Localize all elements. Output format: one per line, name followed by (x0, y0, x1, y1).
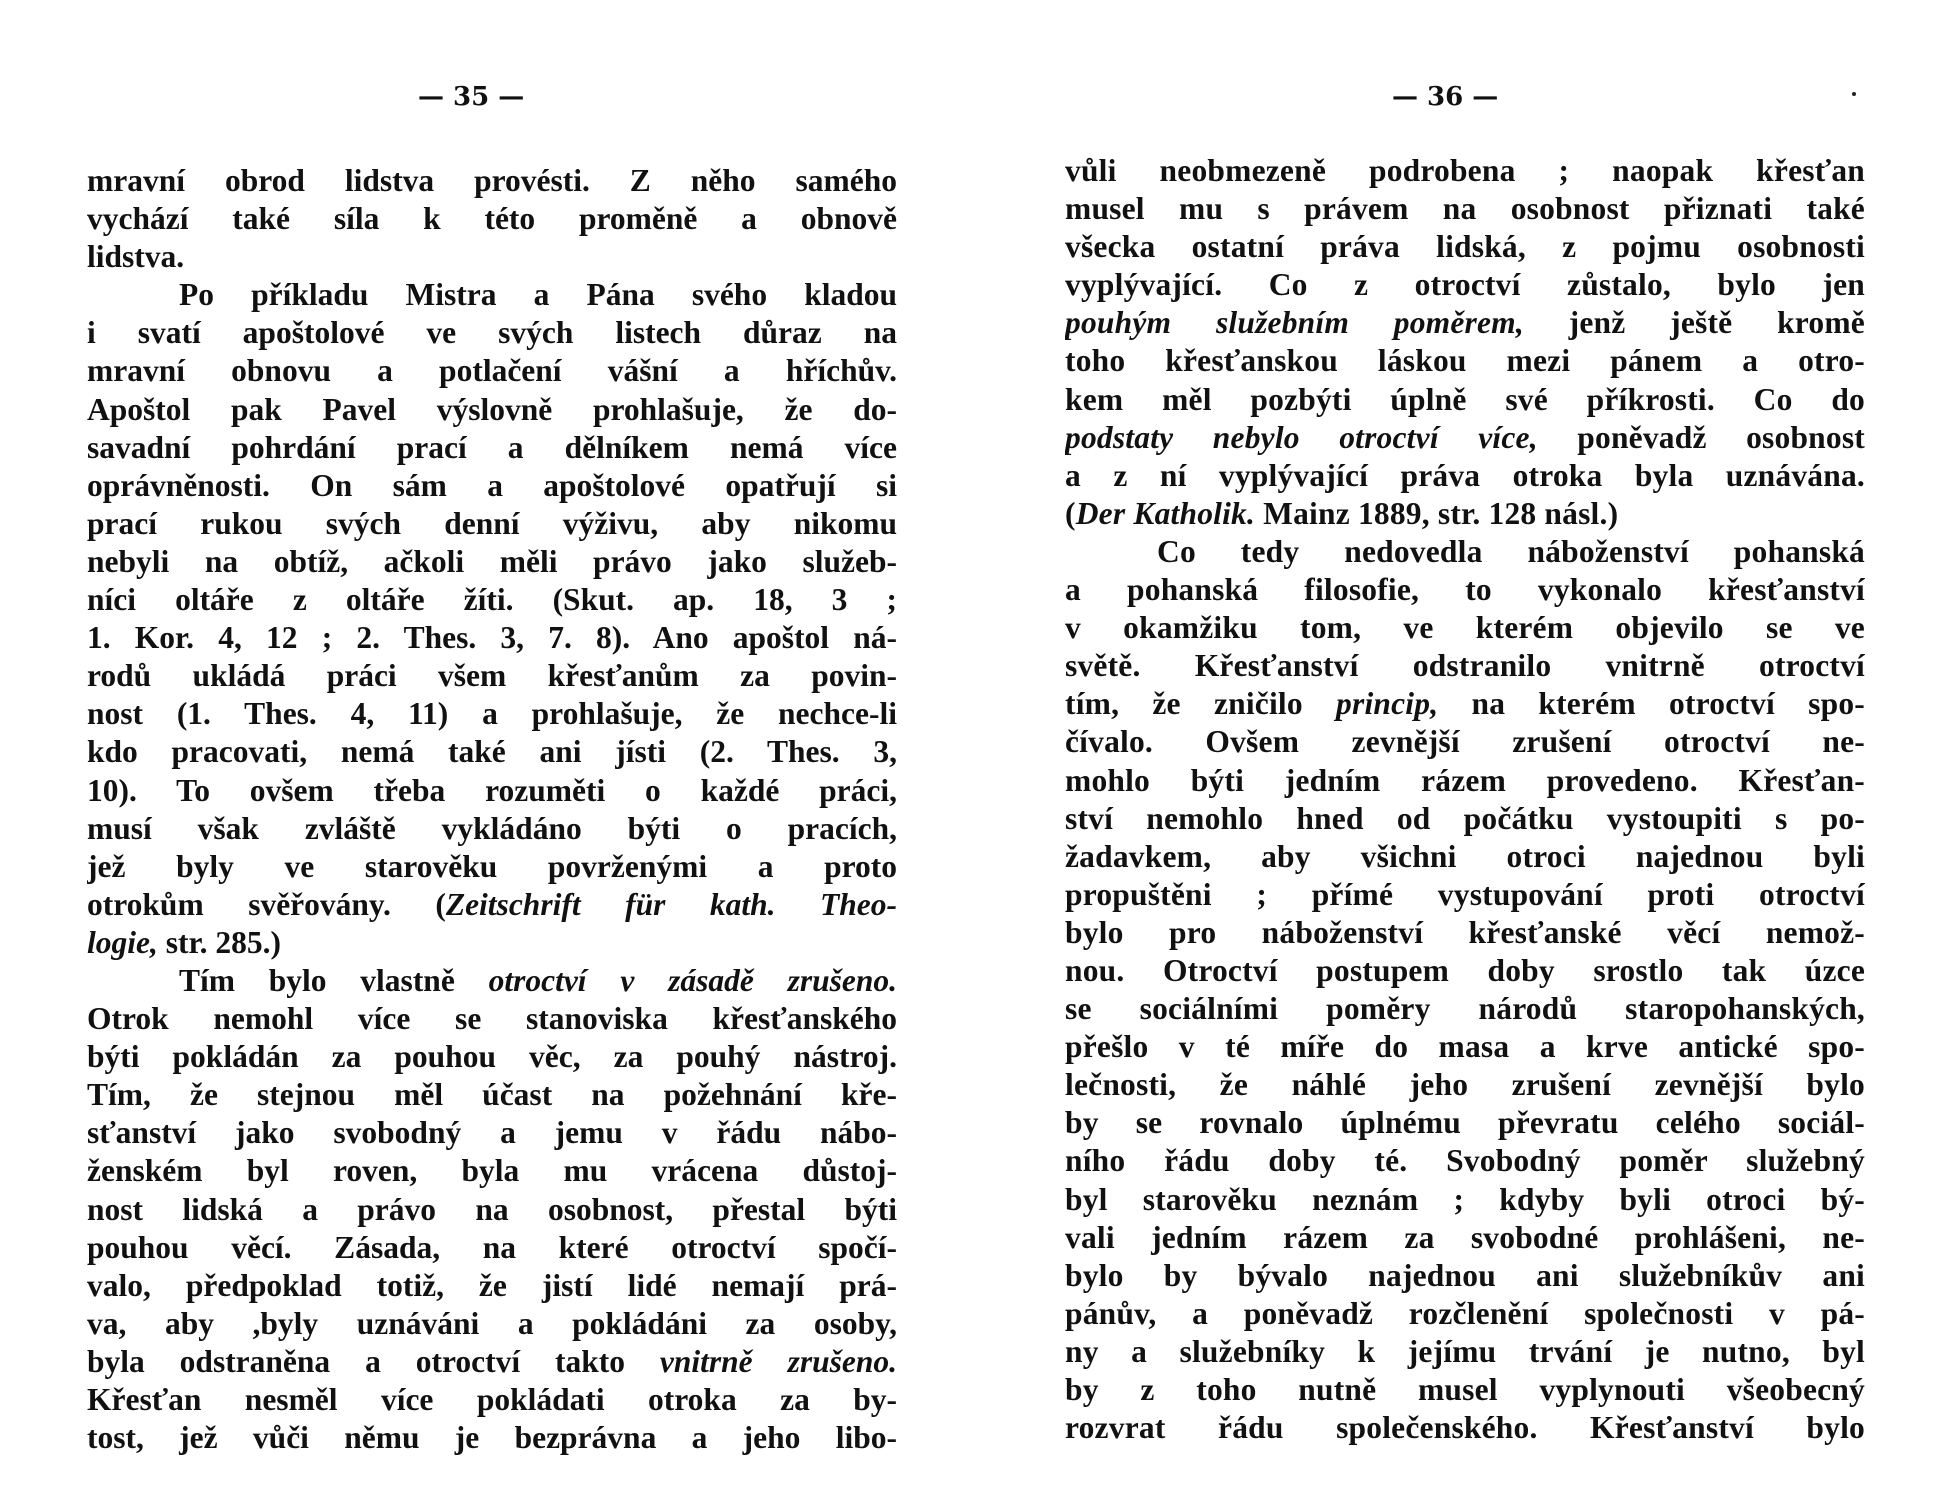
text-line: a z ní vyplývající práva otroka byla uznávána. (1065, 457, 1865, 493)
text-line: prací rukou svých denní výživu, aby nikomu (87, 505, 897, 541)
text-line: bylo by bývalo najednou ani služebníkův ani (1065, 1257, 1865, 1293)
italic-run: Der Katholik. (1075, 495, 1256, 531)
text-line: rodů ukládá práci všem křesťanům za povin- (87, 658, 897, 694)
text-line (87, 924, 897, 962)
text-line: světě. Křesťanství odstranilo vnitrně otroctví (1065, 648, 1865, 684)
text-line: Apoštol pak Pavel výslovně prohlašuje, že do- (87, 391, 897, 427)
text-line: Po příkladu Mistra a Pána svého kladou (179, 277, 897, 313)
italic-run: princip, (1336, 686, 1439, 722)
text-run: Mainz 1889, str. 128 násl.) (1255, 495, 1619, 531)
text-line: Tím, že stejnou měl účast na požehnání kře- (87, 1077, 897, 1113)
page-number-left: — 35 — (418, 82, 525, 112)
text-line: 1. Kor. 4, 12 ; 2. Thes. 3, 7. 8). Ano apoštol ná- (87, 620, 897, 656)
text-run: na kterém otroctví spo- (1438, 686, 1865, 722)
text-run: jenž ještě kromě (1523, 305, 1865, 341)
print-speck (1852, 92, 1856, 96)
text-line: vali jedním rázem za svobodné prohlášeni, ne- (1065, 1219, 1865, 1255)
text-line (87, 962, 897, 1000)
right-page-text (1065, 152, 1865, 1447)
text-line: vychází také síla k této proměně a obnově (87, 201, 897, 237)
italic-run: pouhým služebním poměrem, (1065, 305, 1524, 341)
text-line: musí však zvláště vykládáno býti o pracích, (87, 810, 897, 846)
text-line: Co tedy nedovedla náboženství pohanská (1157, 533, 1865, 569)
text-line: a pohanská filosofie, to vykonalo křesťanství (1065, 572, 1865, 608)
text-run: str. 285.) (157, 924, 281, 960)
text-line: byl starověku neznám ; kdyby byli otroci bý- (1065, 1181, 1865, 1217)
text-line: ženském byl roven, byla mu vrácena důstoj- (87, 1153, 897, 1189)
text-line: nou. Otroctví postupem doby srostlo tak úzce (1065, 952, 1865, 988)
italic-run: Zeitschrift für kath. Theo- (445, 886, 897, 922)
text-run: ( (1065, 495, 1076, 531)
text-line: Otrok nemohl více se stanoviska křesťanského (87, 1001, 897, 1037)
text-line: mohlo býti jedním rázem provedeno. Křesťan- (1065, 762, 1865, 798)
italic-run: logie, (87, 924, 158, 960)
text-line: by se rovnalo úplnému převratu celého sociál- (1065, 1105, 1865, 1141)
text-line: nost lidská a právo na osobnost, přestal býti (87, 1191, 897, 1227)
text-line: rozvrat řádu společenského. Křesťanství bylo (1065, 1410, 1865, 1446)
text-line: nebyli na obtíž, ačkoli měli právo jako služeb- (87, 543, 897, 579)
text-line: vůli neobmezeně podrobena ; naopak křesťan (1065, 153, 1865, 188)
text-line: všecka ostatní práva lidská, z pojmu osobnosti (1065, 229, 1865, 265)
text-line: v okamžiku tom, ve kterém objevilo se ve (1065, 610, 1865, 646)
text-line: pánův, a poněvadž rozčlenění společnosti v pá- (1065, 1295, 1865, 1331)
text-line: čívalo. Ovšem zevnější zrušení otroctví ne- (1065, 724, 1865, 760)
text-line: musel mu s právem na osobnost přiznati také (1065, 191, 1865, 227)
text-line: býti pokládán za pouhou věc, za pouhý nástroj. (87, 1039, 897, 1075)
text-line: přešlo v té míře do masa a krve antické spo- (1065, 1029, 1865, 1065)
text-line (1065, 419, 1865, 457)
text-line: tost, jež vůči němu je bezprávna a jeho libo- (87, 1420, 897, 1456)
text-line (1065, 495, 1865, 533)
text-line: propuštěni ; přímé vystupování proti otroctví (1065, 876, 1865, 912)
text-line: kdo pracovati, nemá také ani jísti (2. Thes. 3, (87, 734, 897, 770)
text-line: se sociálními poměry národů staropohanských, (1065, 991, 1865, 1027)
text-line: ního řádu doby té. Svobodný poměr služebný (1065, 1143, 1865, 1179)
text-line: Křesťan nesměl více pokládati otroka za by- (87, 1382, 897, 1417)
text-line: sťanství jako svobodný a jemu v řádu nábo- (87, 1115, 897, 1151)
text-line: mravní obrod lidstva provésti. Z něho samého (87, 163, 897, 198)
italic-run: otroctví v zásadě zrušeno. (488, 962, 897, 998)
text-line: nost (1. Thes. 4, 11) a prohlašuje, že nechce-li (87, 696, 897, 732)
text-line: žadavkem, aby všichni otroci najednou byli (1065, 838, 1865, 874)
text-line (1065, 685, 1865, 723)
text-line: ny a služebníky k jejímu trvání je nutno, byl (1065, 1333, 1865, 1369)
right-page (975, 0, 1950, 1500)
text-line: ství nemohlo hned od počátku vystoupiti s po- (1065, 800, 1865, 836)
text-run: Tím bylo vlastně (179, 962, 489, 998)
text-run: tím, že zničilo (1065, 686, 1337, 722)
text-line: vyplývající. Co z otroctví zůstalo, bylo jen (1065, 267, 1865, 303)
text-line (87, 886, 897, 924)
text-line: valo, předpoklad totiž, že jistí lidé nemají prá- (87, 1267, 897, 1303)
text-line: níci oltáře z oltáře žíti. (Skut. ap. 18, 3 ; (87, 582, 897, 618)
text-line: va, aby ,byly uznáváni a pokládáni za osoby, (87, 1305, 897, 1341)
text-line: pouhou věcí. Zásada, na které otroctví spočí- (87, 1229, 897, 1265)
text-line: lidstva. (87, 239, 185, 275)
text-line: toho křesťanskou láskou mezi pánem a otro- (1065, 343, 1865, 379)
text-line: 10). To ovšem třeba rozuměti o každé práci, (87, 772, 897, 808)
text-line: bylo pro náboženství křesťanské věcí nemož- (1065, 914, 1865, 950)
text-line: by z toho nutně musel vyplynouti všeobecný (1065, 1372, 1865, 1407)
text-line (1065, 304, 1865, 342)
text-line: oprávněnosti. On sám a apoštolové opatřují si (87, 467, 897, 503)
text-line: savadní pohrdání prací a dělníkem nemá více (87, 429, 897, 465)
text-line: kem měl pozbýti úplně své příkrosti. Co do (1065, 381, 1865, 417)
text-run: otrokům svěřovány. ( (87, 886, 446, 922)
text-line: i svatí apoštolové ve svých listech důraz na (87, 315, 897, 351)
text-run: poněvadž osobnost (1537, 419, 1865, 455)
italic-run: podstaty nebylo otroctví více, (1065, 419, 1538, 455)
italic-run: vnitrně zrušeno. (659, 1343, 897, 1379)
text-run: byla odstraněna a otroctví takto (87, 1343, 660, 1379)
text-line: mravní obnovu a potlačení vášní a hříchův. (87, 353, 897, 389)
text-line (87, 1343, 897, 1381)
text-line: jež byly ve starověku povrženými a proto (87, 848, 897, 884)
text-line: lečnosti, že náhlé jeho zrušení zevnější bylo (1065, 1067, 1865, 1103)
page-number-right: — 36 — (1392, 82, 1499, 112)
left-page-text (87, 162, 897, 1457)
